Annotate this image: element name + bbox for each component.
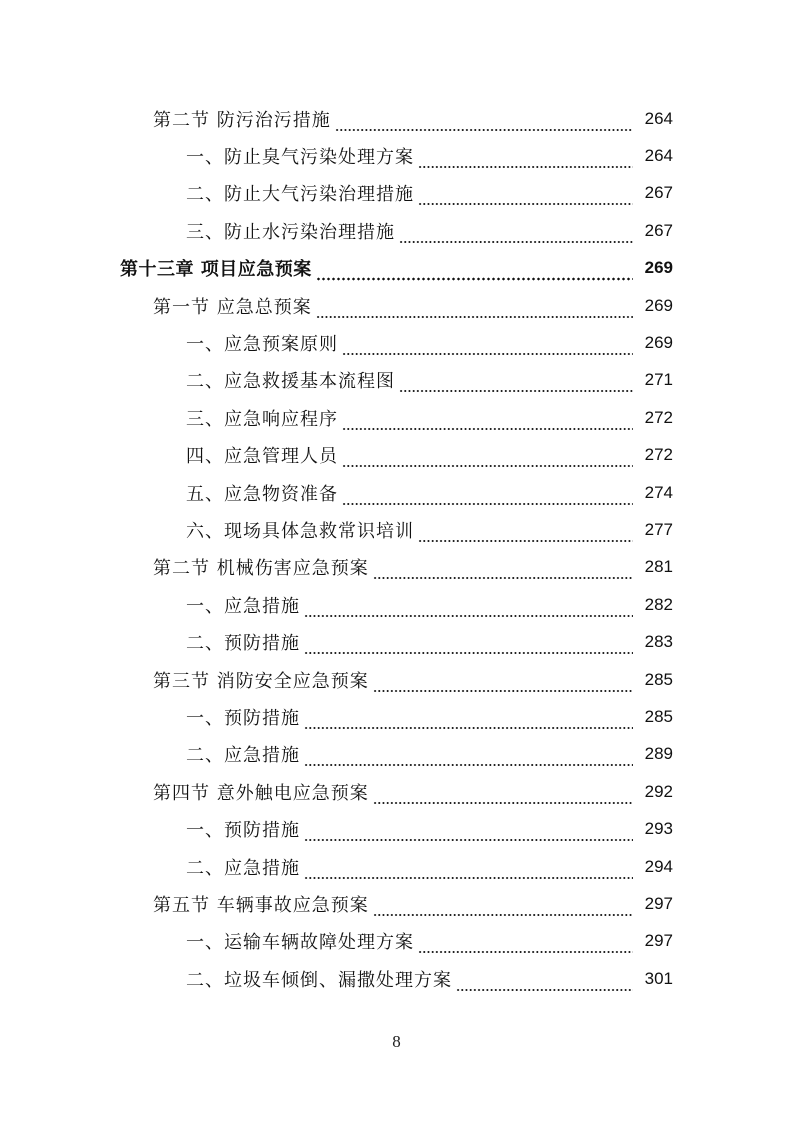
toc-entry-item[interactable] — [0, 736, 793, 773]
dot-leader — [373, 675, 633, 693]
dot-leader — [335, 114, 633, 132]
toc-entry-page: 277 — [644, 519, 673, 539]
toc-entry-label: 三、应急响应程序 — [186, 408, 338, 430]
toc-entry-item[interactable] — [0, 175, 793, 212]
toc-entry-page: 274 — [644, 482, 673, 502]
dot-leader — [316, 301, 633, 319]
toc-entry-section[interactable] — [0, 287, 793, 324]
toc-entry-item[interactable] — [0, 810, 793, 847]
dot-leader — [418, 188, 633, 206]
dot-leader — [399, 226, 633, 244]
dot-leader — [418, 151, 633, 169]
toc-entry-page: 264 — [644, 146, 673, 166]
toc-entry-page: 269 — [644, 295, 673, 315]
toc-entry-page: 285 — [644, 669, 673, 689]
dot-leader — [342, 338, 633, 356]
dot-leader — [304, 600, 633, 618]
toc-entry-page: 289 — [644, 744, 673, 764]
dot-leader — [399, 375, 633, 393]
toc-entry-item[interactable] — [0, 212, 793, 249]
toc-entry-page: 292 — [644, 781, 673, 801]
dot-leader — [304, 862, 633, 880]
dot-leader — [304, 712, 633, 730]
toc-entry-page: 267 — [644, 183, 673, 203]
toc-entry-item[interactable] — [0, 586, 793, 623]
dot-leader — [373, 562, 633, 580]
dot-leader — [373, 787, 633, 805]
toc-entry-item[interactable] — [0, 923, 793, 960]
dot-leader — [418, 525, 633, 543]
toc-entry-item[interactable] — [0, 437, 793, 474]
dot-leader — [342, 413, 633, 431]
toc-entry-label: 二、应急措施 — [186, 745, 300, 767]
toc-entry-page: 285 — [644, 706, 673, 726]
toc-entry-item[interactable] — [0, 474, 793, 511]
toc-entry-page: 271 — [644, 370, 673, 390]
toc-entry-page: 269 — [644, 333, 673, 353]
toc-entry-label: 五、应急物资准备 — [186, 483, 338, 505]
dot-leader — [304, 637, 633, 655]
toc-entry-section[interactable] — [0, 773, 793, 810]
toc-entry-label: 第一节 应急总预案 — [153, 296, 312, 318]
toc-entry-item[interactable] — [0, 324, 793, 361]
toc-entry-item[interactable] — [0, 137, 793, 174]
dot-leader — [316, 263, 633, 281]
toc-entry-page: 301 — [644, 968, 673, 988]
toc-entry-page: 294 — [644, 856, 673, 876]
toc-entry-page: 283 — [644, 632, 673, 652]
toc-entry-section[interactable] — [0, 885, 793, 922]
toc-entry-label: 一、运输车辆故障处理方案 — [186, 932, 414, 954]
toc-entry-page: 281 — [644, 557, 673, 577]
dot-leader — [418, 936, 633, 954]
toc-entry-section[interactable] — [0, 549, 793, 586]
toc-entry-page: 293 — [644, 819, 673, 839]
toc-entry-label: 第十三章 项目应急预案 — [120, 259, 312, 281]
toc-entry-page: 272 — [644, 407, 673, 427]
toc-entry-label: 三、防止水污染治理措施 — [186, 221, 395, 243]
toc-entry-label: 一、应急措施 — [186, 595, 300, 617]
toc-entry-item[interactable] — [0, 848, 793, 885]
toc-entry-label: 第四节 意外触电应急预案 — [153, 782, 369, 804]
toc-entry-section[interactable] — [0, 661, 793, 698]
dot-leader — [456, 974, 633, 992]
toc-entry-item[interactable] — [0, 960, 793, 997]
toc-entry-label: 二、防止大气污染治理措施 — [186, 184, 414, 206]
toc-entry-page: 297 — [644, 893, 673, 913]
dot-leader — [373, 899, 633, 917]
toc-entry-page: 282 — [644, 594, 673, 614]
toc-entry-label: 六、现场具体急救常识培训 — [186, 520, 414, 542]
toc-entry-item[interactable] — [0, 698, 793, 735]
toc-entry-label: 一、防止臭气污染处理方案 — [186, 147, 414, 169]
dot-leader — [304, 824, 633, 842]
toc-entry-label: 第二节 防污治污措施 — [153, 109, 331, 131]
toc-entry-page: 264 — [644, 108, 673, 128]
toc-entry-page: 267 — [644, 220, 673, 240]
toc-entry-chapter[interactable] — [0, 250, 793, 287]
dot-leader — [342, 450, 633, 468]
toc-entry-item[interactable] — [0, 623, 793, 660]
dot-leader — [342, 488, 633, 506]
toc-entry-page: 269 — [644, 258, 673, 278]
toc-entry-label: 第五节 车辆事故应急预案 — [153, 894, 369, 916]
toc-entry-label: 第三节 消防安全应急预案 — [153, 670, 369, 692]
toc-entry-label: 二、垃圾车倾倒、漏撒处理方案 — [186, 969, 452, 991]
toc-entry-item[interactable] — [0, 399, 793, 436]
page-number: 8 — [392, 1032, 401, 1051]
toc-entry-label: 一、预防措施 — [186, 820, 300, 842]
toc-entry-label: 一、预防措施 — [186, 707, 300, 729]
toc-entry-label: 第二节 机械伤害应急预案 — [153, 558, 369, 580]
toc-entry-label: 四、应急管理人员 — [186, 446, 338, 468]
toc-entry-section[interactable] — [0, 100, 793, 137]
table-of-contents — [0, 100, 793, 997]
toc-entry-page: 272 — [644, 445, 673, 465]
toc-entry-item[interactable] — [0, 362, 793, 399]
toc-entry-page: 297 — [644, 931, 673, 951]
toc-entry-item[interactable] — [0, 511, 793, 548]
dot-leader — [304, 749, 633, 767]
toc-entry-label: 二、预防措施 — [186, 633, 300, 655]
toc-entry-label: 二、应急措施 — [186, 857, 300, 879]
toc-entry-label: 一、应急预案原则 — [186, 334, 338, 356]
toc-entry-label: 二、应急救援基本流程图 — [186, 371, 395, 393]
